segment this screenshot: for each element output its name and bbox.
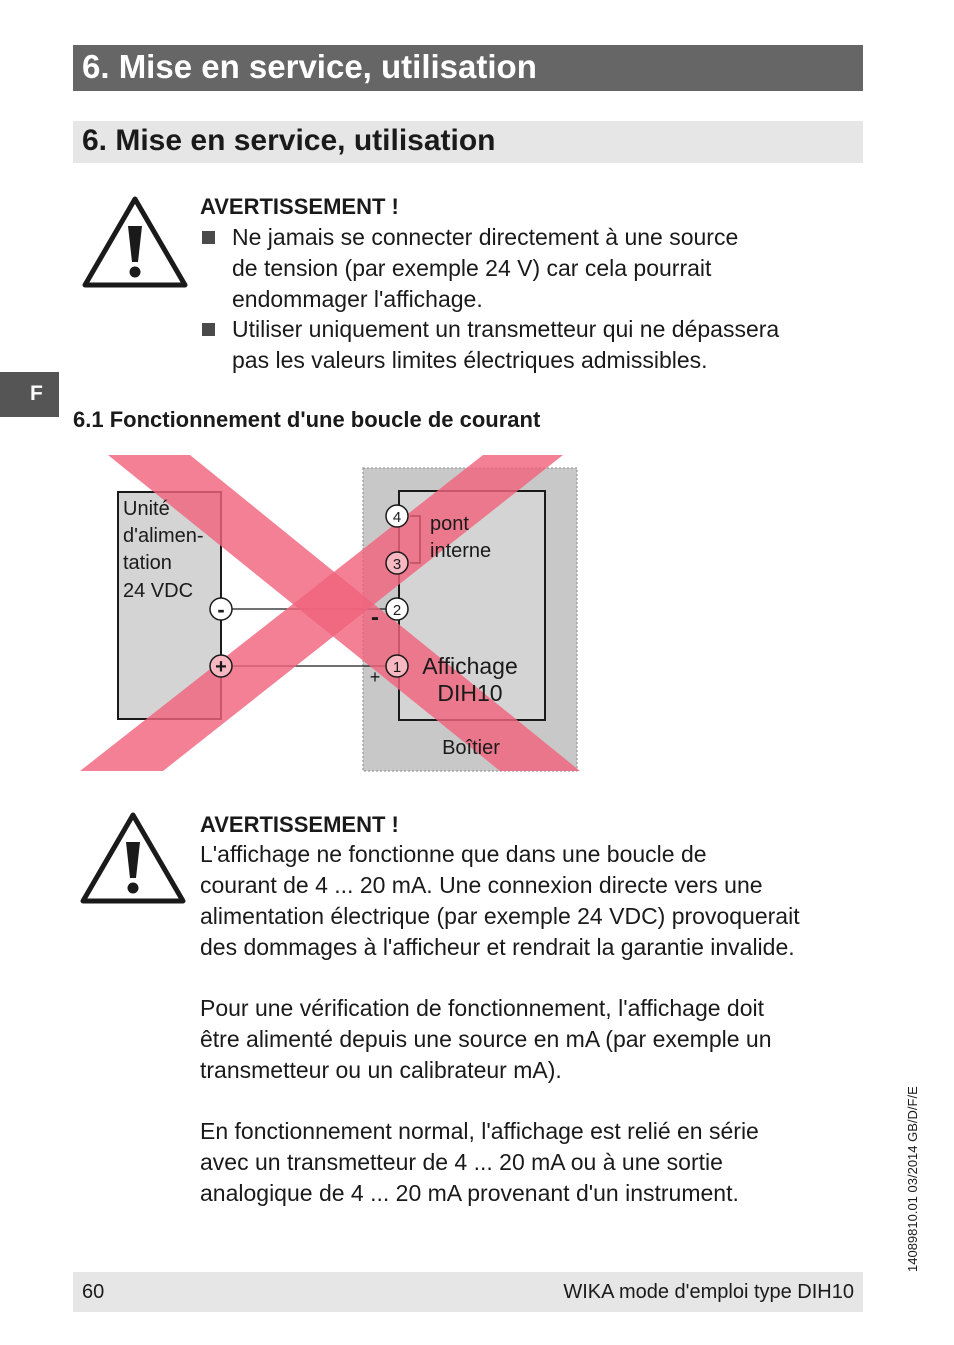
display-label-line: Affichage bbox=[422, 653, 518, 679]
page-footer bbox=[73, 1272, 863, 1312]
bullet-marker bbox=[202, 323, 215, 336]
document-code: 14089810.01 03/2014 GB/D/F/E bbox=[905, 1086, 920, 1272]
language-tab bbox=[0, 372, 59, 417]
text-line: être alimenté depuis une source en mA (par exemple un bbox=[200, 1026, 772, 1052]
warning-paragraph-3 bbox=[200, 1116, 759, 1209]
bridge-label-line: interne bbox=[430, 540, 492, 562]
text-line: analogique de 4 ... 20 mA provenant d'un instrument. bbox=[200, 1180, 739, 1206]
text-line: avec un transmetteur de 4 ... 20 mA ou à une sortie bbox=[200, 1149, 723, 1175]
housing-label: Boîtier bbox=[442, 737, 500, 759]
text-line: L'affichage ne fonctionne que dans une boucle de bbox=[200, 841, 707, 867]
warning-paragraph-1 bbox=[200, 839, 800, 963]
text-line: transmetteur ou un calibrateur mA). bbox=[200, 1057, 562, 1083]
text-line: Utiliser uniquement un transmetteur qui ne dépassera bbox=[232, 316, 780, 342]
page-number: 60 bbox=[82, 1281, 105, 1303]
terminal-3-label: 3 bbox=[392, 556, 402, 573]
text-line: des dommages à l'afficheur et rendrait la garantie invalide. bbox=[200, 934, 795, 960]
footer-doc-title: WIKA mode d'emploi type DIH10 bbox=[563, 1281, 854, 1303]
text-line: endommager l'affichage. bbox=[232, 286, 483, 312]
terminal-4-label: 4 bbox=[392, 509, 402, 526]
display-minus-mark: - bbox=[371, 604, 379, 631]
warning-triangle-icon bbox=[82, 196, 188, 288]
supply-label-line: 24 VDC bbox=[123, 580, 194, 602]
supply-label-line: Unité bbox=[123, 498, 170, 520]
chapter-header-bar bbox=[73, 45, 863, 91]
text-line: alimentation électrique (par exemple 24 VDC) provoquerait bbox=[200, 903, 800, 929]
warning-paragraph-2 bbox=[200, 993, 772, 1086]
warning-bullet-1 bbox=[232, 222, 738, 315]
warning-triangle-icon bbox=[80, 812, 186, 904]
wiring-diagram bbox=[70, 450, 590, 780]
section-title: 6. Mise en service, utilisation bbox=[82, 124, 496, 157]
display-label-line: DIH10 bbox=[437, 680, 503, 706]
display-plus-mark: + bbox=[369, 667, 381, 687]
supply-minus-label: - bbox=[217, 597, 225, 622]
supply-plus-label: + bbox=[215, 656, 227, 678]
bridge-label-line: pont bbox=[430, 513, 469, 535]
language-tab-label: F bbox=[30, 382, 43, 405]
text-line: pas les valeurs limites électriques admissibles. bbox=[232, 347, 708, 373]
supply-label-line: tation bbox=[123, 552, 172, 574]
chapter-title: 6. Mise en service, utilisation bbox=[82, 48, 537, 85]
text-line: Ne jamais se connecter directement à une source bbox=[232, 224, 739, 250]
terminal-1-label: 1 bbox=[392, 659, 402, 676]
text-line: En fonctionnement normal, l'affichage est relié en série bbox=[200, 1118, 759, 1144]
text-line: Pour une vérification de fonctionnement, l'affichage doit bbox=[200, 995, 764, 1021]
text-line: de tension (par exemple 24 V) car cela pourrait bbox=[232, 255, 712, 281]
section-header-bar bbox=[73, 121, 863, 163]
subsection-title: 6.1 Fonctionnement d'une boucle de courant bbox=[73, 407, 541, 432]
text-line: courant de 4 ... 20 mA. Une connexion directe vers une bbox=[200, 872, 763, 898]
warning-title: AVERTISSEMENT ! bbox=[200, 194, 399, 219]
terminal-2-label: 2 bbox=[392, 602, 402, 619]
bullet-marker bbox=[202, 231, 215, 244]
supply-label-line: d'alimen- bbox=[123, 525, 204, 547]
warning-bullet-2 bbox=[232, 314, 779, 376]
warning-title: AVERTISSEMENT ! bbox=[200, 812, 399, 837]
